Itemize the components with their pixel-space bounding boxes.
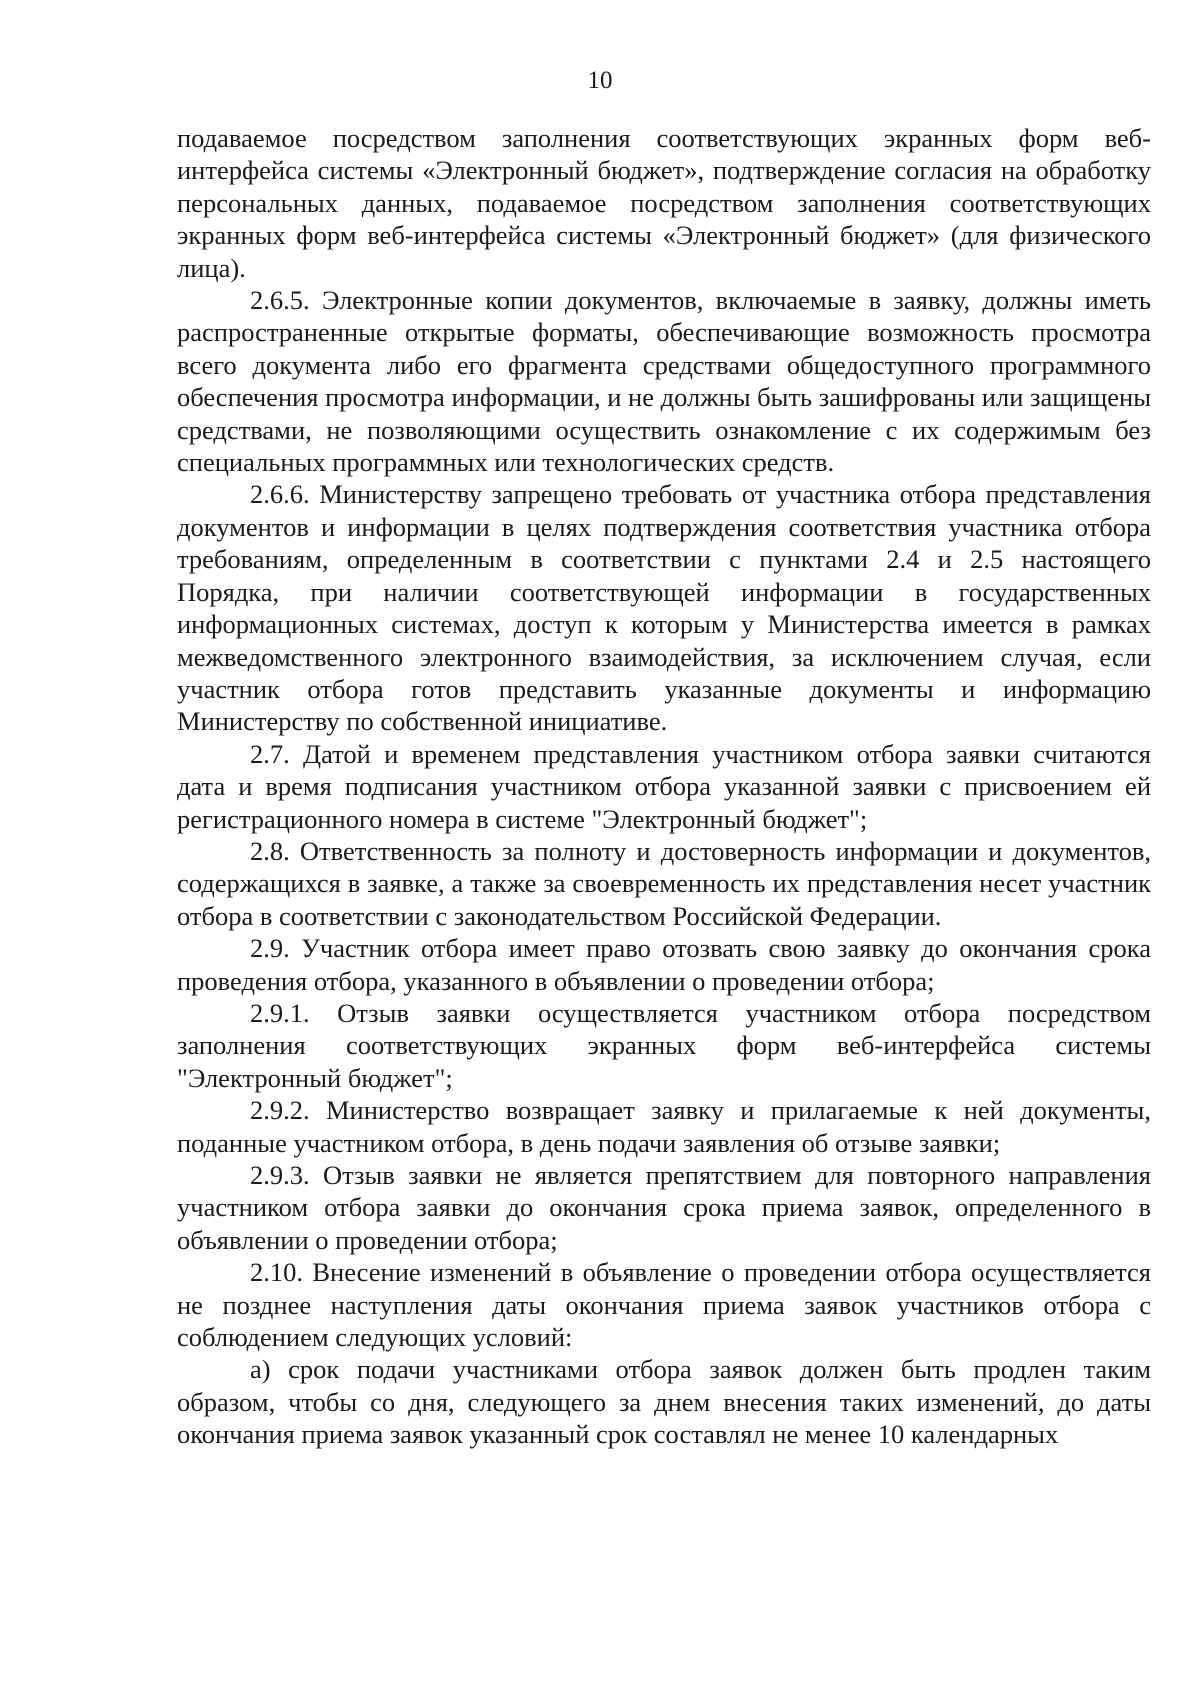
paragraph-2-6-6: 2.6.6. Министерству запрещено требовать от участника отбора представления документов и информации в целях подтверждения соответствия участника отбора требованиям, определенным в соответствии с пунктами 2.4 и 2.5 настоящего Порядка, при наличии соответствующей информации в государственных информационных системах, доступ к которым у Министерства имеется в рамках межведомственного электронного взаимодействия, за исключением случая, если участник отбора готов представить указанные документы и информацию Министерству по собственной инициативе. — [177, 479, 1151, 737]
paragraph-2-10-a: а) срок подачи участниками отбора заявок должен быть продлен таким образом, чтобы со дня, следующего за днем внесения таких изменений, до даты окончания приема заявок указанный срок составлял не менее 10 календарных — [177, 1354, 1151, 1450]
paragraph-2-9: 2.9. Участник отбора имеет право отозвать свою заявку до окончания срока проведения отбора, указанного в объявлении о проведении отбора; — [177, 933, 1151, 996]
paragraph-2-10: 2.10. Внесение изменений в объявление о проведении отбора осуществляется не позднее наступления даты окончания приема заявок участников отбора с соблюдением следующих условий: — [177, 1257, 1151, 1353]
paragraph-2-7: 2.7. Датой и временем представления участником отбора заявки считаются дата и время подписания участником отбора указанной заявки с присвоением ей регистрационного номера в системе "Электронный бюджет"; — [177, 738, 1151, 834]
page-number: 10 — [587, 67, 613, 94]
paragraph-2-6-5: 2.6.5. Электронные копии документов, включаемые в заявку, должны иметь распространенные открытые форматы, обеспечивающие возможность просмотра всего документа либо его фрагмента средствами общедоступного программного обеспечения просмотра информации, и не должны быть зашифрованы или защищены средствами, не позволяющими осуществить ознакомление с их содержимым без специальных программных или технологических средств. — [177, 285, 1151, 478]
paragraph-continuation: подаваемое посредством заполнения соответствующих экранных форм веб-интерфейса системы «Электронный бюджет», подтверждение согласия на обработку персональных данных, подаваемое посредством заполнения соответствующих экранных форм веб-интерфейса системы «Электронный бюджет» (для физического лица). — [177, 123, 1151, 283]
paragraph-2-8: 2.8. Ответственность за полноту и достоверность информации и документов, содержащихся в заявке, а также за своевременность их представления несет участник отбора в соответствии с законодательством Российской Федерации. — [177, 835, 1151, 931]
paragraph-2-9-3: 2.9.3. Отзыв заявки не является препятствием для повторного направления участником отбора заявки до окончания срока приема заявок, определенного в объявлении о проведении отбора; — [177, 1160, 1151, 1255]
document-body — [177, 122, 1151, 1451]
paragraph-2-9-1: 2.9.1. Отзыв заявки осуществляется участником отбора посредством заполнения соответствующих экранных форм веб-интерфейса системы "Электронный бюджет"; — [177, 997, 1151, 1093]
paragraph-2-9-2: 2.9.2. Министерство возвращает заявку и прилагаемые к ней документы, поданные участником отбора, в день подачи заявления об отзыве заявки; — [177, 1095, 1151, 1158]
